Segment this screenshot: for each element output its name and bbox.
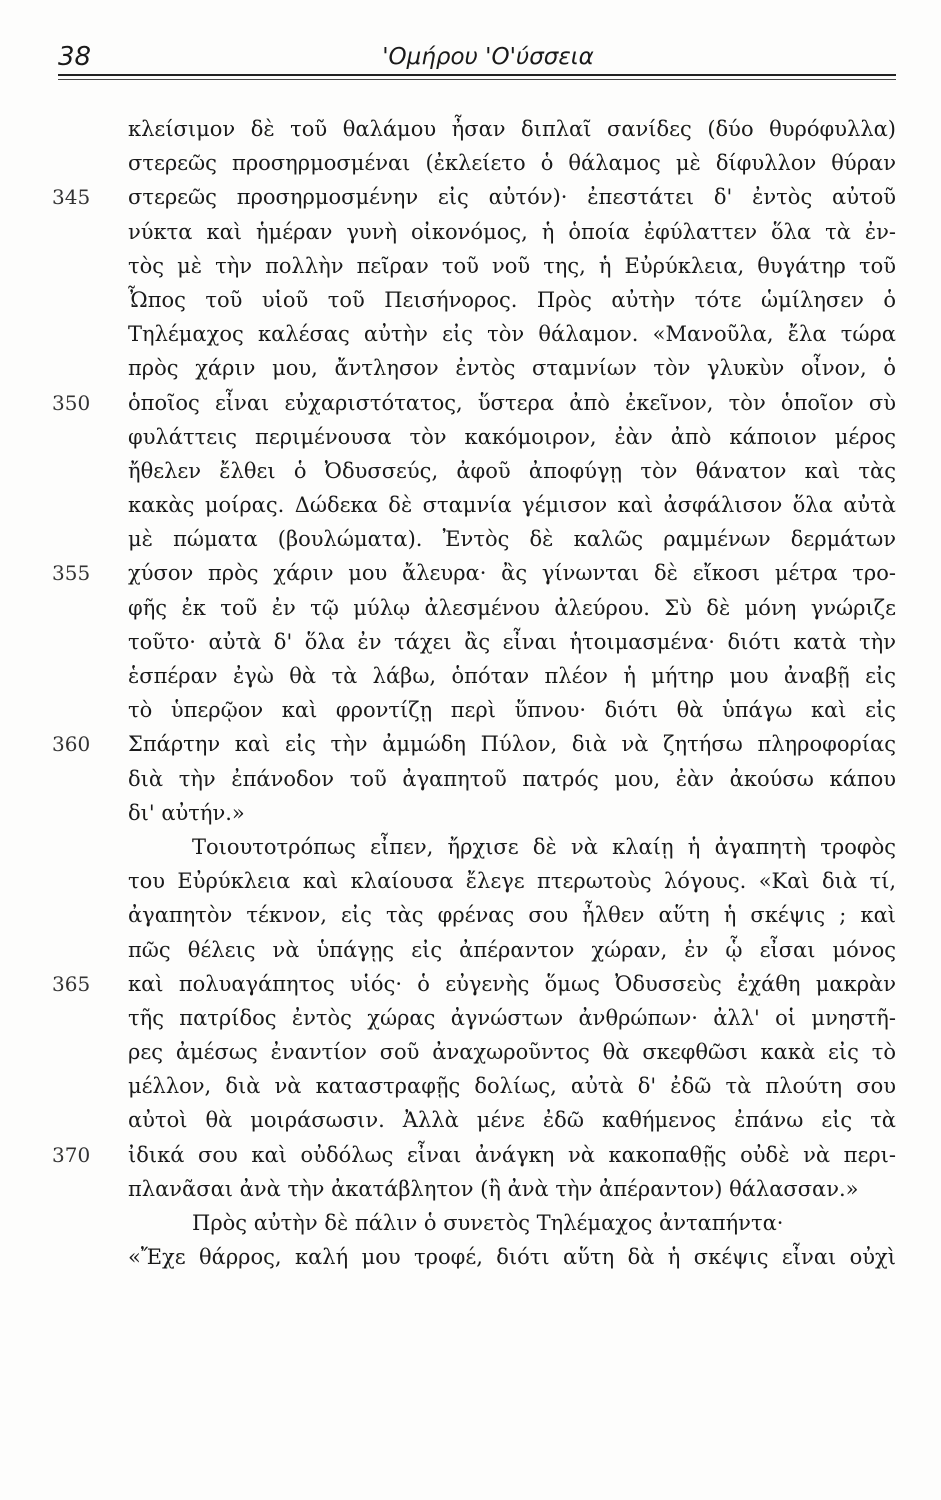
line-text: Ὦπος τοῦ υἱοῦ τοῦ Πεισήνορος. Πρὸς αὐτὴν τότε ὡμίλησεν ὁ [128, 287, 896, 312]
text-line [0, 556, 941, 590]
line-text: τὸ ὑπερῷον καὶ φροντίζῃ περὶ ὕπνου· διότι θὰ ὑπάγω καὶ εἰς [128, 698, 896, 723]
line-text: ὁποῖος εἶναι εὐχαριστότατος, ὕστερα ἀπὸ ἐκεῖνον, τὸν ὁποῖον σὺ [128, 390, 896, 415]
text-line [0, 454, 941, 488]
line-text: καὶ πολυαγάπητος υἱός· ὁ εὐγενὴς ὅμως Ὀδυσσεὺς ἐχάθη μακρὰν [128, 971, 896, 996]
text-line [0, 625, 941, 659]
text-line [0, 1001, 941, 1035]
text-line [0, 967, 941, 1001]
line-text: Πρὸς αὐτὴν δὲ πάλιν ὁ συνετὸς Τηλέμαχος ἀνταπήντα· [192, 1211, 784, 1235]
line-text: τῆς πατρίδος ἐντὸς χώρας ἀγνώστων ἀνθρώπων· ἀλλ' οἱ μνηστῆ- [128, 1005, 896, 1030]
line-number: 360 [52, 732, 91, 757]
text-line [0, 317, 941, 351]
line-number: 365 [52, 971, 91, 996]
line-text: φῆς ἐκ τοῦ ἐν τῷ μύλῳ ἀλεσμένου ἀλεύρου. Σὺ δὲ μόνη γνώριζε [128, 595, 896, 620]
text-line [0, 488, 941, 522]
line-text: πρὸς χάριν μου, ἄντλησον ἐντὸς σταμνίων τὸν γλυκὺν οἶνον, ὁ [128, 356, 896, 381]
header-rule-thin [58, 79, 896, 80]
text-line [0, 693, 941, 727]
line-text: τοῦτο· αὐτὰ δ' ὅλα ἐν τάχει ἂς εἶναι ἡτοιμασμένα· διότι κατὰ τὴν [128, 629, 896, 654]
line-number: 355 [52, 561, 91, 586]
header-rule-thick [58, 74, 896, 76]
text-line [0, 420, 941, 454]
text-line [0, 1103, 941, 1137]
text-line [0, 283, 941, 317]
line-text: μέλλον, διὰ νὰ καταστραφῇς δολίως, αὐτὰ δ' ἐδῶ τὰ πλούτη σου [128, 1074, 896, 1099]
line-text: πλανᾶσαι ἀνὰ τὴν ἀκατάβλητον (ἢ ἀνὰ τὴν ἀπέραντον) θάλασσαν.» [128, 1176, 859, 1201]
text-line [0, 1240, 941, 1274]
line-text: κλείσιμον δὲ τοῦ θαλάμου ἦσαν διπλαῖ σανίδες (δύο θυρόφυλλα) [128, 117, 896, 141]
text-line [0, 112, 941, 146]
text-line [0, 146, 941, 180]
line-number: 345 [52, 185, 91, 210]
line-text: πῶς θέλεις νὰ ὑπάγῃς εἰς ἀπέραντον χώραν, ἐν ᾧ εἶσαι μόνος [128, 937, 896, 962]
line-text: διὰ τὴν ἐπάνοδον τοῦ ἀγαπητοῦ πατρός μου, ἐὰν ἀκούσω κάπου [128, 766, 896, 791]
text-line [0, 727, 941, 761]
line-text: Τοιουτοτρόπως εἶπεν, ἤρχισε δὲ νὰ κλαίῃ ἡ ἀγαπητὴ τροφὸς [192, 834, 896, 859]
line-text: τὸς μὲ τὴν πολλὴν πεῖραν τοῦ νοῦ της, ἡ Εὐρύκλεια, θυγάτηρ τοῦ [128, 253, 896, 278]
line-text: ἰδικά σου καὶ οὐδόλως εἶναι ἀνάγκη νὰ κακοπαθῇς οὐδὲ νὰ περι- [128, 1142, 896, 1167]
line-text: ἤθελεν ἔλθει ὁ Ὀδυσσεύς, ἀφοῦ ἀποφύγῃ τὸν θάνατον καὶ τὰς [128, 458, 896, 483]
line-text: Σπάρτην καὶ εἰς τὴν ἀμμώδη Πύλον, διὰ νὰ ζητήσω πληροφορίας [128, 732, 896, 757]
text-line [0, 796, 941, 830]
text-line [0, 864, 941, 898]
text-line [0, 386, 941, 420]
line-text: στερεῶς προσηρμοσμένην εἰς αὐτόν)· ἐπεστάτει δ' ἐντὸς αὐτοῦ [128, 185, 896, 210]
line-text: αὐτοὶ θὰ μοιράσωσιν. Ἀλλὰ μένε ἐδῶ καθήμενος ἐπάνω εἰς τὰ [128, 1108, 896, 1133]
line-text: ἀγαπητὸν τέκνον, εἰς τὰς φρένας σου ἦλθεν αὕτη ἡ σκέψις ; καὶ [128, 903, 896, 928]
line-text: μὲ πώματα (βουλώματα). Ἐντὸς δὲ καλῶς ραμμένων δερμάτων [128, 527, 896, 552]
line-text: ρες ἀμέσως ἐναντίον σοῦ ἀναχωροῦντος θὰ σκεφθῶσι κακὰ εἰς τὸ [128, 1040, 896, 1065]
text-line [0, 1069, 941, 1103]
line-text: Τηλέμαχος καλέσας αὐτὴν εἰς τὸν θάλαμον. «Μανοῦλα, ἔλα τώρα [128, 322, 896, 347]
line-text: του Εὐρύκλεια καὶ κλαίουσα ἔλεγε πτερωτοὺς λόγους. «Καὶ διὰ τί, [128, 869, 896, 894]
text-line [0, 933, 941, 967]
text-line [0, 1138, 941, 1172]
line-text: ἑσπέραν ἐγὼ θὰ τὰ λάβω, ὁπόταν πλέον ἡ μήτηρ μου ἀναβῇ εἰς [128, 664, 896, 688]
running-title: 'Ομήρου 'Ο'ύσσεια [382, 44, 594, 70]
line-text: φυλάττεις περιμένουσα τὸν κακόμοιρον, ἐὰν ἀπὸ κάποιον μέρος [128, 424, 896, 449]
body-text [0, 112, 941, 1274]
page-number: 38 [58, 42, 92, 72]
text-line [0, 522, 941, 556]
text-line [0, 898, 941, 932]
line-text: κακὰς μοίρας. Δώδεκα δὲ σταμνία γέμισον καὶ ἀσφάλισον ὅλα αὐτὰ [128, 493, 896, 518]
text-line [0, 830, 941, 864]
line-number: 370 [52, 1142, 91, 1167]
text-line [0, 1206, 941, 1240]
text-line [0, 215, 941, 249]
text-line [0, 659, 941, 693]
line-number: 350 [52, 390, 91, 415]
line-text: χύσον πρὸς χάριν μου ἄλευρα· ἂς γίνωνται δὲ εἴκοσι μέτρα τρο- [128, 561, 896, 586]
text-line [0, 591, 941, 625]
line-text: δι' αὐτήν.» [128, 800, 245, 825]
line-text: «Ἔχε θάρρος, καλή μου τροφέ, διότι αὕτη δὰ ἡ σκέψις εἶναι οὐχὶ [128, 1245, 896, 1270]
line-text: στερεῶς προσηρμοσμέναι (ἐκλείετο ὁ θάλαμος μὲ δίφυλλον θύραν [128, 151, 896, 176]
text-line [0, 1035, 941, 1069]
text-line [0, 351, 941, 385]
text-line [0, 1172, 941, 1206]
line-text: νύκτα καὶ ἡμέραν γυνὴ οἰκονόμος, ἡ ὁποία ἐφύλαττεν ὅλα τὰ ἐν- [128, 219, 896, 244]
text-line [0, 762, 941, 796]
text-line [0, 180, 941, 214]
text-line [0, 249, 941, 283]
